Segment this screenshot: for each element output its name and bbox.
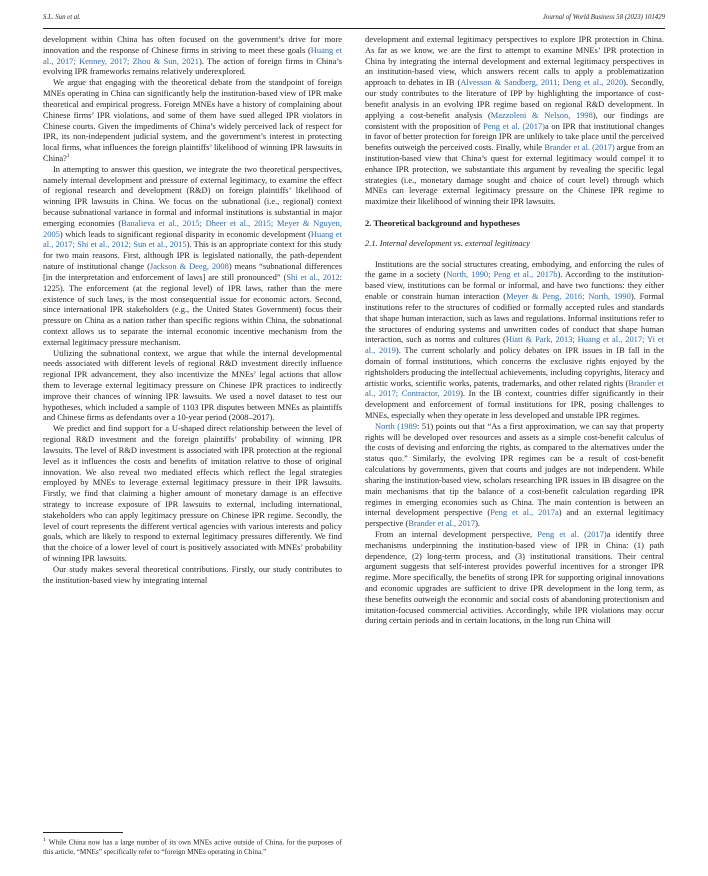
footnote (43, 836, 342, 857)
text-segment: argue from an institution-based view that China’s quest for external legitimacy would compel it to enhance IPR protection, we substantiate this argument by revealing the specific legal strategies (i.e., monetary damage sought and choice of court level) through which MNEs can leverage external legitimacy pressure on the Chinese IPR regime to maximize their likelihood of winning their IPR lawsuits. (365, 142, 664, 207)
citation-link[interactable]: Brander et al., 2017; Contractor, 2019 (365, 377, 664, 399)
footnote-rule (43, 832, 123, 833)
citation-link[interactable]: Banalieva et al., 2015; Dheer et al., 2015; Meyer & Nguyen, 2005 (43, 217, 342, 239)
text-segment: ). The current scholarly and policy debates on IPR issues in IB fall in the domain of formal institutions, which concerns the exclusive rights enjoyed by the rightsholders producing the intellectual achievements, including copyrights, literacy and artistic works, scientific works, patents, trademarks, and other related rights ( (365, 345, 664, 388)
journal-header: Journal of World Business 58 (2023) 101429 (542, 14, 665, 21)
text-segment: In attempting to answer this question, we integrate the two theoretical perspectives, namely internal development and pressure of external legitimacy, to examine the effect of regional research and development (R&D) on foreign plaintiffs’ likelihood of winning IPR lawsuits in China. We focus on the subnational (i.e., regional) context because subnational variance in formal and informal institutions is substantial in major emerging economies ( (43, 163, 342, 228)
footnote-number: 1 (43, 837, 46, 843)
paragraph (365, 421, 664, 529)
paragraph (43, 564, 342, 586)
text-segment: ) means “subnational differences [in the interpretation and enforcement of laws] are still pronounced” ( (43, 261, 342, 282)
section-heading: 2. Theoretical background and hypotheses (365, 218, 520, 228)
citation-link[interactable]: North, 1990; Peng et al., 2017b (446, 269, 558, 280)
paragraph (365, 529, 664, 626)
paragraph (43, 164, 342, 348)
text-segment: We predict and find support for a U-shaped direct relationship between the level of regional R&D investment and the foreign plaintiffs’ probability of winning IPR lawsuits. The level of R&D investment is associated with IPR protection at the regional level as it influences the costs and benefits of imitation relative to those of original innovation. We also reveal two mediated effects which reflect the legal strategies employed by MNEs to leverage external legitimacy pressure in their IPR lawsuits. Firstly, we find that claiming a higher amount of monetary damage is an effective strategy to increase exposure of IPR lawsuits to external, including international, stakeholders who can apply legitimacy pressure on Chinese IPR regime. Secondly, the level of court represents the different vertical agencies with various interests and policy goals, which are likely to respond to external legitimacy pressures differently. We find that the choice of a lower level of court is positively associated with MNEs’ probability of winning IPR lawsuits. (43, 423, 342, 563)
citation-link[interactable]: Alvesson & Sandberg, 2011; Deng et al., 2020 (460, 77, 624, 88)
citation-link[interactable]: Huang et al., 2017; Kenney, 2017; Zhou & Sun, 2021 (43, 44, 342, 66)
text-segment: ). According to the institution-based view, institutions can be formal or informal, and have two functions: they either enable or constrain human interaction ( (365, 269, 664, 302)
text-segment: a on IPR that institutional changes in favor of better protection for foreign IPR are unlikely to take place until the perceived benefits outweigh the perceived costs. Finally, while (365, 120, 664, 153)
citation-link[interactable]: Peng et al. (2017) (483, 120, 545, 131)
citation-link[interactable]: Peng et al. (2017) (537, 528, 607, 539)
text-segment: From an internal development perspective, (375, 528, 538, 539)
text-segment: ). Secondly, our study contributes to the literature of IPP by highlighting the importance of cost-benefit analysis in an evolving IPR regime based on regional R&D development. In applying a cost-benefit analysis ( (365, 77, 664, 120)
paragraph (43, 77, 342, 164)
citation-link[interactable]: Hiatt & Park, 2013; Huang et al., 2017; Yi et al., 2019 (365, 334, 664, 356)
header-rule (43, 28, 665, 29)
subsection-heading: 2.1. Internal development vs. external legitimacy (365, 237, 530, 248)
text-segment: ) which leads to significant regional disparity in economic development ( (59, 228, 311, 239)
paragraph (365, 259, 664, 421)
paragraph (43, 423, 342, 564)
text-segment: ), our findings are consistent with the proposition of (365, 109, 664, 131)
paragraph (365, 34, 664, 207)
text-segment: ). This is an appropriate context for this study for two main reasons. First, although IPR is legislated nationally, the path-dependent nature of institutional change ( (43, 239, 342, 272)
text-segment: Utilizing the subnational context, we argue that while the internal developmental needs associated with different levels of regional R&D investment directly influence regional IPR advancement, they also incentivize the MNEs’ legal actions that allow them to leverage external legitimacy pressure on Chinese IPR practices to indirectly improve their chances of winning IPR lawsuits. We used a novel dataset to test our hypotheses, which included a sample of 1103 IPR disputes between MNEs as plaintiffs and Chinese firms as defendants over a 10-year period (2008–2017). (43, 347, 342, 423)
citation-link[interactable]: North (1989 (375, 420, 417, 431)
footnote-reference[interactable]: 1 (66, 153, 70, 160)
left-column (43, 34, 342, 585)
citation-link[interactable]: Meyer & Peng, 2016; North, 1990 (506, 291, 631, 302)
text-segment: ) and an external legitimacy perspective ( (365, 507, 664, 529)
text-segment: ). (475, 518, 481, 529)
text-segment: development within China has often focused on the government’s drive for more innovation and the response of Chinese firms in striving to meet these goals ( (43, 34, 342, 55)
text-segment: ). Formal institutions refer to the structures of codified or formally accepted rules and standards that shape human interaction, such as laws and regulations. Informal institutions refer to the structures of enduring systems and unwritten codes of conduct that shape human interaction, such as norms and cultures ( (365, 291, 664, 345)
citation-link[interactable]: Jackson & Deeg, 2008 (149, 261, 229, 272)
citation-link[interactable]: Brander et al., 2017 (408, 518, 476, 529)
right-column-intro (365, 34, 664, 207)
running-head (43, 14, 665, 26)
left-column-paragraphs (43, 34, 342, 585)
citation-link[interactable]: Mazzoleni & Nelson, 1998 (490, 109, 593, 120)
text-segment: Our study makes several theoretical contributions. Firstly, our study contributes to the institution-based view by integrating internal (43, 563, 342, 585)
text-segment: : 51) points out that “As a first approximation, we can say that property rights will be developed over resources and assets as a simple cost-benefit calculus of the costs of devising and enforcing the rights, as compared to the alternatives under the status quo.” Similarly, the evolving IPR regimes can be a result of cost-benefit calculations by governments, given that courts and judges are not independent. While sharing the institution-based view, scholars researching IPR issues in IB disagree on the main mechanisms that tip the balance of a cost-benefit calculation regarding IPR regimes in emerging economies such as China. The main contention is between an internal development perspective ( (365, 420, 664, 518)
right-column-body (365, 259, 664, 627)
paragraph (43, 348, 342, 424)
text-segment: : 1225). The enforcement (at the regional level) of IPR laws, rather than the mere existence of such laws, is the most consequential issue for economic actors. Second, since international IPR stakeholders (e.g., the United States Government) focus their pressure on China as a nation rather than specific regions within China, the subnational context allows us to separate the internal economic incentive mechanism from the external legitimacy pressure mechanism. (43, 271, 342, 347)
citation-link[interactable]: Peng et al., 2017a (490, 507, 559, 518)
author-header: S.L. Sun et al. (43, 14, 81, 21)
text-segment: ). The action of foreign firms in China’s evolving IPR frameworks remains relatively underexplored. (43, 55, 342, 77)
paragraph (43, 34, 342, 77)
text-segment: We argue that engaging with the theoretical debate from the standpoint of foreign MNEs operating in China can significantly help the institution-based view of IPR make theoretical and empirical progress. Foreign MNEs have a history of complaining about Chinese firms’ IPR violations, and some of them have sued alleged IPR violators in Chinese courts. Given the impediments of China’s widely perceived lack of respect for IPR, its non-independent judicial system, and the government’s interest in protecting local firms, what influences the foreign plaintiffs’ likelihood of winning IPR lawsuits in China? (43, 77, 342, 163)
right-column (365, 34, 664, 626)
text-segment: development and external legitimacy perspectives to explore IPR protection in China. As far as we know, we are the first to attempt to examine MNEs’ IPR protection in China by integrating the internal development and external legitimacy perspectives in an institution-based view, which answers recent calls to apply a problematization approach to debates in IB ( (365, 34, 664, 88)
text-segment: a identify three mechanisms underpinning the institution-based view of IPR in China: (1) path dependence, (2) long-term process, and (3) institutional transitions. Their central argument suggests that self-interest provides powerful incentives for a stronger IPR regime. More specifically, the benefits of strong IPR for supporting original innovations and economic upgrades are sufficient to drive IPR development in the long term, as these benefits outweigh the economic and social costs of abandoning protectionism and imitation-focused commercial activities. Accordingly, while IPR violations may occur during certain periods and in certain locations, in the long run China will (365, 528, 664, 626)
citation-link[interactable]: Shi et al., 2012 (286, 271, 340, 282)
text-segment: Institutions are the social structures creating, embodying, and enforcing the rules of the game in a society ( (365, 258, 664, 280)
text-segment: ). In the IB context, countries differ significantly in their development and enforcement of formal institutions for IPR, posing challenges to MNEs, especially when they operate in less developed and unstable IPR regimes. (365, 388, 664, 420)
footnote-text: While China now has a large number of its own MNEs active outside of China, for the purposes of this article, “MNEs” specifically refer to “foreign MNEs operating in China.” (43, 838, 342, 856)
citation-link[interactable]: Brander et al. (2017) (544, 142, 615, 153)
citation-link[interactable]: Huang et al., 2017; Shi et al., 2012; Sun et al., 2015 (43, 228, 342, 250)
